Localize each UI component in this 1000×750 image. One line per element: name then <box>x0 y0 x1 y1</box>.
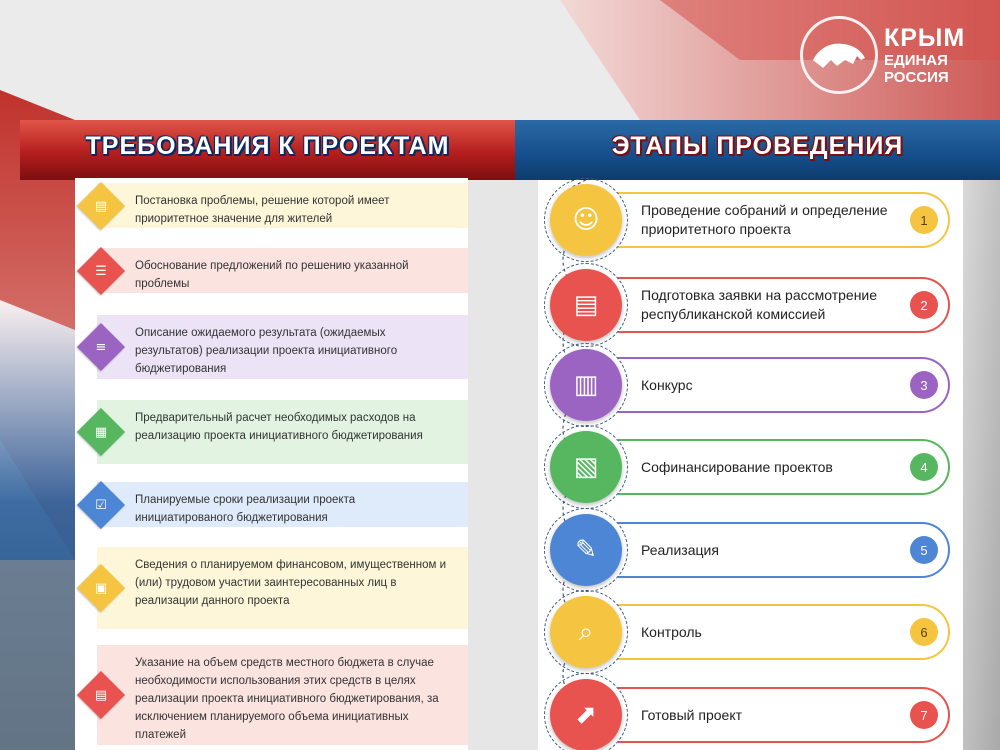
requirement-item <box>75 315 468 379</box>
growth-chart-icon: ⬈ <box>550 679 622 750</box>
requirement-text: Планируемые сроки реализации проекта инициатированого бюджетирования <box>97 482 468 527</box>
documents-icon: ▧ <box>550 431 622 503</box>
lines-icon: ≡ <box>77 323 125 371</box>
document-icon: ▤ <box>77 181 125 229</box>
logo <box>800 10 980 100</box>
stage-number-badge: 4 <box>910 453 938 481</box>
bear-logo-icon <box>800 16 878 94</box>
stage-label: Подготовка заявки на рассмотрение республиканской комиссией <box>641 287 878 322</box>
stage-label: Реализация <box>641 541 719 558</box>
requirement-item <box>75 547 468 629</box>
requirement-item <box>75 183 468 228</box>
stage-number-badge: 5 <box>910 536 938 564</box>
stage-label: Конкурс <box>641 376 693 393</box>
requirement-text: Сведения о планируемом финансовом, имущественном и (или) трудовом участии заинтересованных лиц в реализации данного проекта <box>97 547 468 629</box>
requirement-item <box>75 645 468 745</box>
stage-label: Готовый проект <box>641 706 743 723</box>
stage-label: Контроль <box>641 623 702 640</box>
pencil-chart-icon: ✎ <box>550 514 622 586</box>
requirement-text: Обоснование предложений по решению указанной проблемы <box>97 248 468 293</box>
requirements-title: ТРЕБОВАНИЯ К ПРОЕКТАМ <box>85 132 450 160</box>
stages-title: ЭТАПЫ ПРОВЕДЕНИЯ <box>611 132 904 160</box>
stage-number-badge: 2 <box>910 291 938 319</box>
logo-line-2: ЕДИНАЯ <box>884 51 948 69</box>
requirement-text: Постановка проблемы, решение которой имеет приоритетное значение для жителей <box>97 183 468 228</box>
checkbox-icon: ☑ <box>77 480 125 528</box>
stage-label: Проведение собраний и определение приоритетного проекта <box>641 202 888 237</box>
requirement-text: Описание ожидаемого результата (ожидаемых результатов) реализации проекта инициативного бюджетирования <box>97 315 468 379</box>
requirement-item <box>75 482 468 527</box>
calculator-icon: ▦ <box>77 408 125 456</box>
stage-number-badge: 6 <box>910 618 938 646</box>
chart-icon: ▥ <box>550 349 622 421</box>
list-icon: ☰ <box>77 246 125 294</box>
stage-label: Софинансирование проектов <box>641 458 833 475</box>
requirement-text: Предварительный расчет необходимых расходов на реализацию проекта инициативного бюджетирования <box>97 400 468 464</box>
money-icon: ▣ <box>77 564 125 612</box>
stage-number-badge: 3 <box>910 371 938 399</box>
requirements-banner <box>20 120 515 180</box>
stages-banner <box>515 120 1000 180</box>
form-icon: ▤ <box>550 269 622 341</box>
magnifier-icon: ⌕ <box>550 596 622 668</box>
logo-text <box>884 23 966 86</box>
stage-number-badge: 7 <box>910 701 938 729</box>
requirement-item <box>75 400 468 464</box>
people-icon: ☺ <box>550 184 622 256</box>
budget-icon: ▤ <box>77 671 125 719</box>
requirement-text: Указание на объем средств местного бюджета в случае необходимости использования этих средств в целях реализации проекта инициативного бюджетирования, за исключением планируемого объема инициативных платежей <box>97 645 468 745</box>
requirement-item <box>75 248 468 293</box>
logo-line-1: КРЫМ <box>884 23 966 52</box>
stage-number-badge: 1 <box>910 206 938 234</box>
logo-line-3: РОССИЯ <box>884 68 949 86</box>
